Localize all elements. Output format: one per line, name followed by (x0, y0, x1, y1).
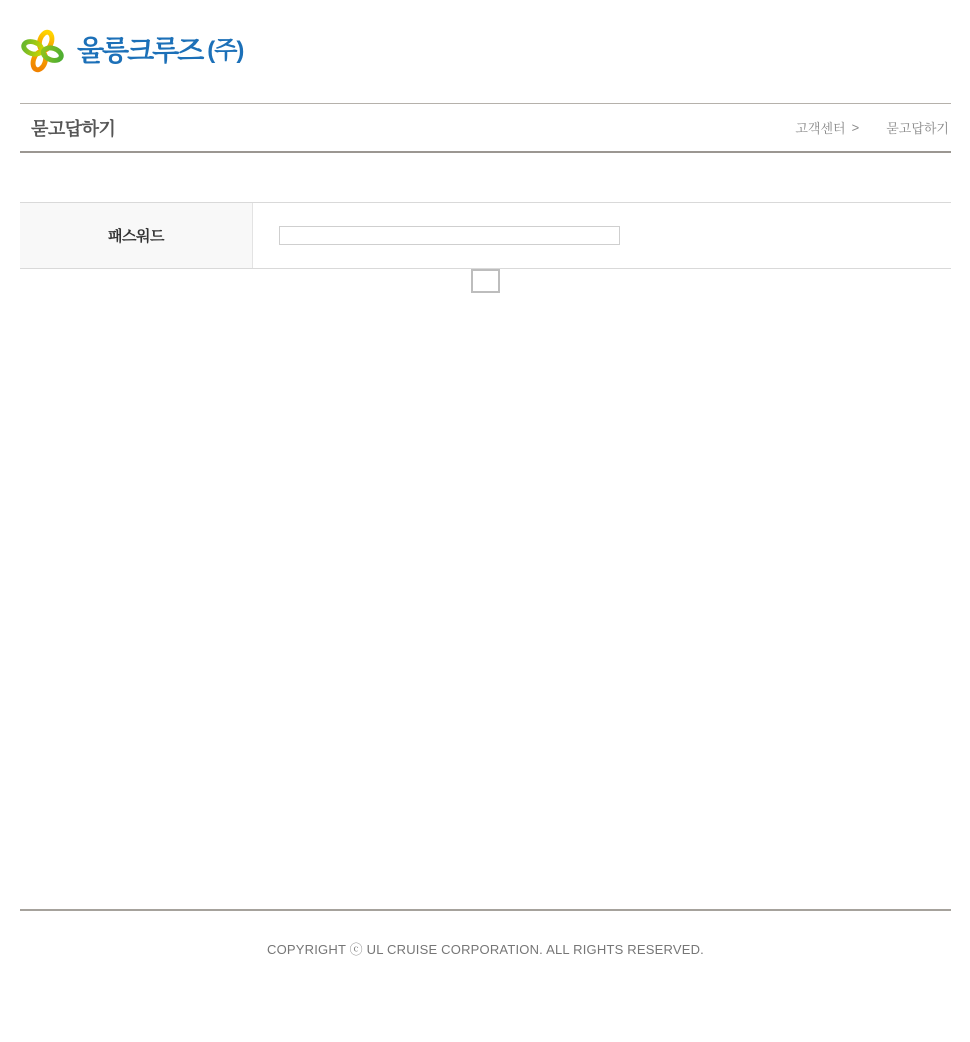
password-form-table (20, 202, 951, 269)
company-name (77, 37, 243, 65)
password-input[interactable] (279, 226, 620, 245)
breadcrumb (795, 118, 951, 137)
submit-button[interactable] (471, 269, 500, 293)
breadcrumb-current[interactable]: 묻고답하기 (886, 121, 949, 136)
company-name-main: 울릉크루즈 (77, 35, 203, 66)
password-cell (253, 203, 951, 268)
page-title: 묻고답하기 (31, 118, 116, 139)
breadcrumb-parent[interactable]: 고객센터 (795, 121, 846, 136)
company-name-suffix: (주) (207, 37, 244, 64)
pinwheel-flower-icon (21, 29, 64, 73)
copyright-text: COPYRIGHT ⓒ UL CRUISE CORPORATION. ALL RIGHTS RESERVED. (267, 942, 704, 957)
footer (20, 909, 951, 958)
company-logo[interactable] (21, 29, 243, 73)
breadcrumb-separator: > (851, 120, 860, 135)
password-label: 패스워드 (20, 203, 253, 268)
page-title-bar (20, 103, 951, 153)
